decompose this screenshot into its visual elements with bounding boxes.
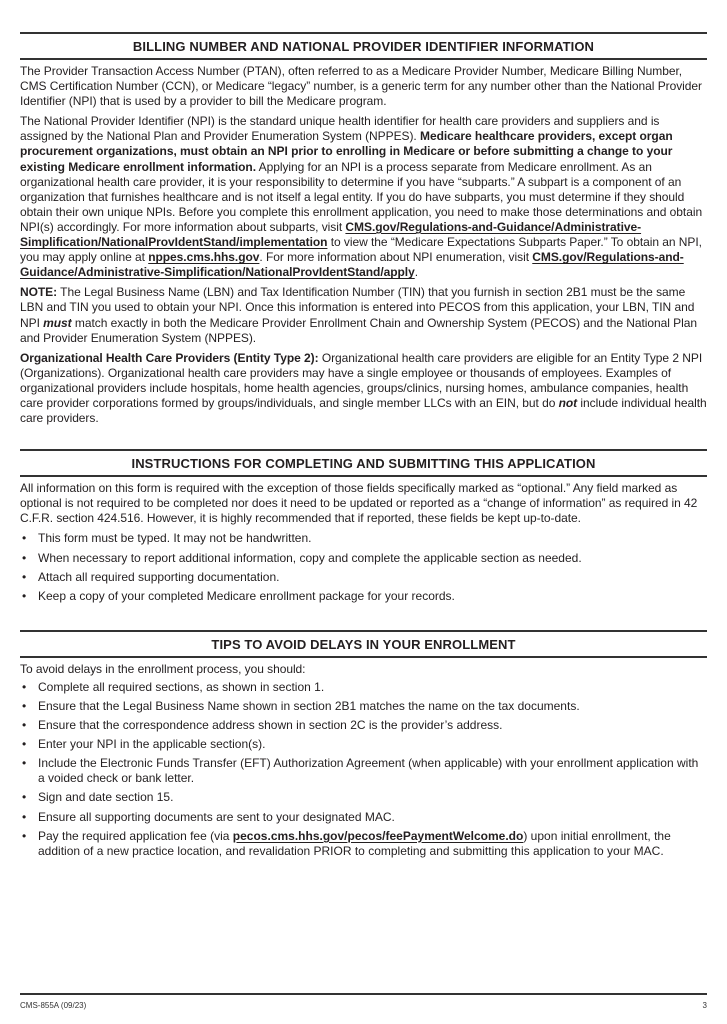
page-number: 3 (702, 1001, 707, 1010)
form-id: CMS-855A (09/23) (20, 1001, 87, 1010)
list-item: • Ensure that the correspondence address shown in section 2C is the provider’s address. (22, 718, 503, 733)
list-item: • Ensure that the Legal Business Name shown in section 2B1 matches the name on the tax documents. (22, 699, 580, 713)
bullet-icon: • (22, 790, 27, 805)
list-item: • This form must be typed. It may not be handwritten. (22, 531, 312, 546)
list-item: • When necessary to report additional information, copy and complete the applicable section as needed. (22, 550, 582, 565)
list-item: • Enter your NPI in the applicable section(s). (22, 737, 266, 752)
list-item: • Include the Electronic Funds Transfer (EFT) Authorization Agreement (when applicable) with your enrollment application with a voided check or bank letter. (22, 756, 699, 786)
tips-list (20, 680, 707, 859)
page-footer (20, 993, 707, 1010)
bullet-icon: • (22, 569, 27, 584)
nppes-link[interactable]: nppes.cms.hhs.gov (148, 250, 260, 265)
fee-payment-link[interactable]: pecos.cms.hhs.gov/pecos/feePaymentWelcome.do (232, 828, 524, 843)
list-item: • Attach all required supporting documentation. (22, 569, 280, 584)
instructions-list (20, 531, 707, 603)
bullet-icon: • (22, 718, 27, 733)
bullet-icon: • (22, 809, 27, 824)
tips-intro: To avoid delays in the enrollment process, you should: (20, 661, 306, 676)
bullet-icon: • (22, 699, 27, 713)
subparts-link[interactable]: CMS.gov/Regulations-and-Guidance/Administrative-Simplification/NationalProvIdentStand/implementation (20, 219, 642, 250)
bullet-icon: • (22, 531, 27, 546)
org-providers-label: Organizational Health Care Providers (Entity Type 2): (20, 350, 319, 365)
list-item: • Pay the required application fee (via pecos.cms.hhs.gov/pecos/feePaymentWelcome.do) upon initial enrollment, the addition of a new practice location, and revalidation PRIOR to completing and submitting this application to your MAC. (22, 828, 671, 858)
section-title-instructions: INSTRUCTIONS FOR COMPLETING AND SUBMITTING THIS APPLICATION (20, 449, 707, 477)
list-item: • Sign and date section 15. (22, 790, 174, 805)
bullet-icon: • (22, 550, 27, 565)
org-providers-paragraph: Organizational Health Care Providers (Entity Type 2): Organizational health care providers are eligible for an Entity Type 2 NPI (Organizations). Organizational health care providers may have a single employee or thousands of employees. Examples of organizational providers include hospitals, home health agencies, groups/clinics, nursing homes, ambulance companies, health care provider corporations formed by groups/individuals, and single member LLCs with an EIN, but do not include individual health care providers. (20, 350, 707, 426)
note-paragraph: NOTE: The Legal Business Name (LBN) and Tax Identification Number (TIN) that you furnish in section 2B1 must be the same LBN and TIN you used to obtain your NPI. Once this information is entered into PECOS from this application, your LBN, TIN and NPI must match exactly in both the Medicare Provider Enrollment Chain and Ownership System (PECOS) and the National Plan and Provider Enumeration System (NPPES). (20, 285, 697, 345)
npi-requirement-bold: Medicare healthcare providers, except organ procurement organizations, must obtain an NPI prior to enrolling in Medicare or before submitting a change to your existing Medicare enrollment information. (20, 129, 673, 174)
note-label: NOTE: (20, 285, 58, 300)
list-item: • Ensure all supporting documents are sent to your designated MAC. (22, 809, 395, 824)
bullet-icon: • (22, 828, 27, 843)
document-page (20, 32, 707, 863)
list-item: • Complete all required sections, as shown in section 1. (22, 679, 325, 694)
section-title-tips: TIPS TO AVOID DELAYS IN YOUR ENROLLMENT (20, 630, 707, 658)
list-item: • Keep a copy of your completed Medicare enrollment package for your records. (22, 588, 455, 603)
ptan-paragraph: The Provider Transaction Access Number (PTAN), often referred to as a Medicare Provider Number, Medicare Billing Number, CMS Certification Number (CCN), or Medicare “legacy” number, is a generic term for any number other than the National Provider Identifier (NPI) that is used by a provider to bill the Medicare program. (20, 64, 702, 109)
instructions-intro: All information on this form is required with the exception of those fields specifically marked as “optional.” Any field marked as optional is not required to be completed nor does it need to be updated or reported as a “change of information” as required in 42 C.F.R. section 424.516. However, it is highly recommended that if reported, these fields be kept up-to-date. (20, 481, 698, 526)
npi-apply-link[interactable]: CMS.gov/Regulations-and-Guidance/Administrative-Simplification/NationalProvIdentStand/apply (20, 250, 684, 280)
bullet-icon: • (22, 679, 27, 694)
npi-paragraph: The National Provider Identifier (NPI) is the standard unique health identifier for health care providers and suppliers and is assigned by the National Plan and Provider Enumeration System (NPPES). Medicare healthcare providers, except organ procurement organizations, must obtain an NPI prior to enrolling in Medicare or before submitting a change to your existing Medicare enrollment information. Applying for an NPI is a process separate from Medicare enrollment. As an organizational health care provider, it is your responsibility to determine if you have “subparts.” A subpart is a component of an organization that furnishes healthcare and is not itself a legal entity. If you do have subparts, you must determine if they should obtain their own unique NPIs. Before you complete this enrollment application, you need to make those determinations and obtain NPI(s) accordingly. For more information about subparts, visit CMS.gov/Regulations-and-Guidance/Administrative-Simplification/NationalProvIdentStand/implementation to view the “Medicare Expectations Subparts Paper.” To obtain an NPI, you may apply online at nppes.cms.hhs.gov. For more information about NPI enumeration, visit CMS.gov/Regulations-and-Guidance/Administrative-Simplification/NationalProvIdentStand/apply. (20, 114, 703, 280)
bullet-icon: • (22, 588, 27, 603)
bullet-icon: • (22, 756, 27, 771)
bullet-icon: • (22, 737, 27, 752)
section-title-billing: BILLING NUMBER AND NATIONAL PROVIDER IDENTIFIER INFORMATION (20, 32, 707, 60)
